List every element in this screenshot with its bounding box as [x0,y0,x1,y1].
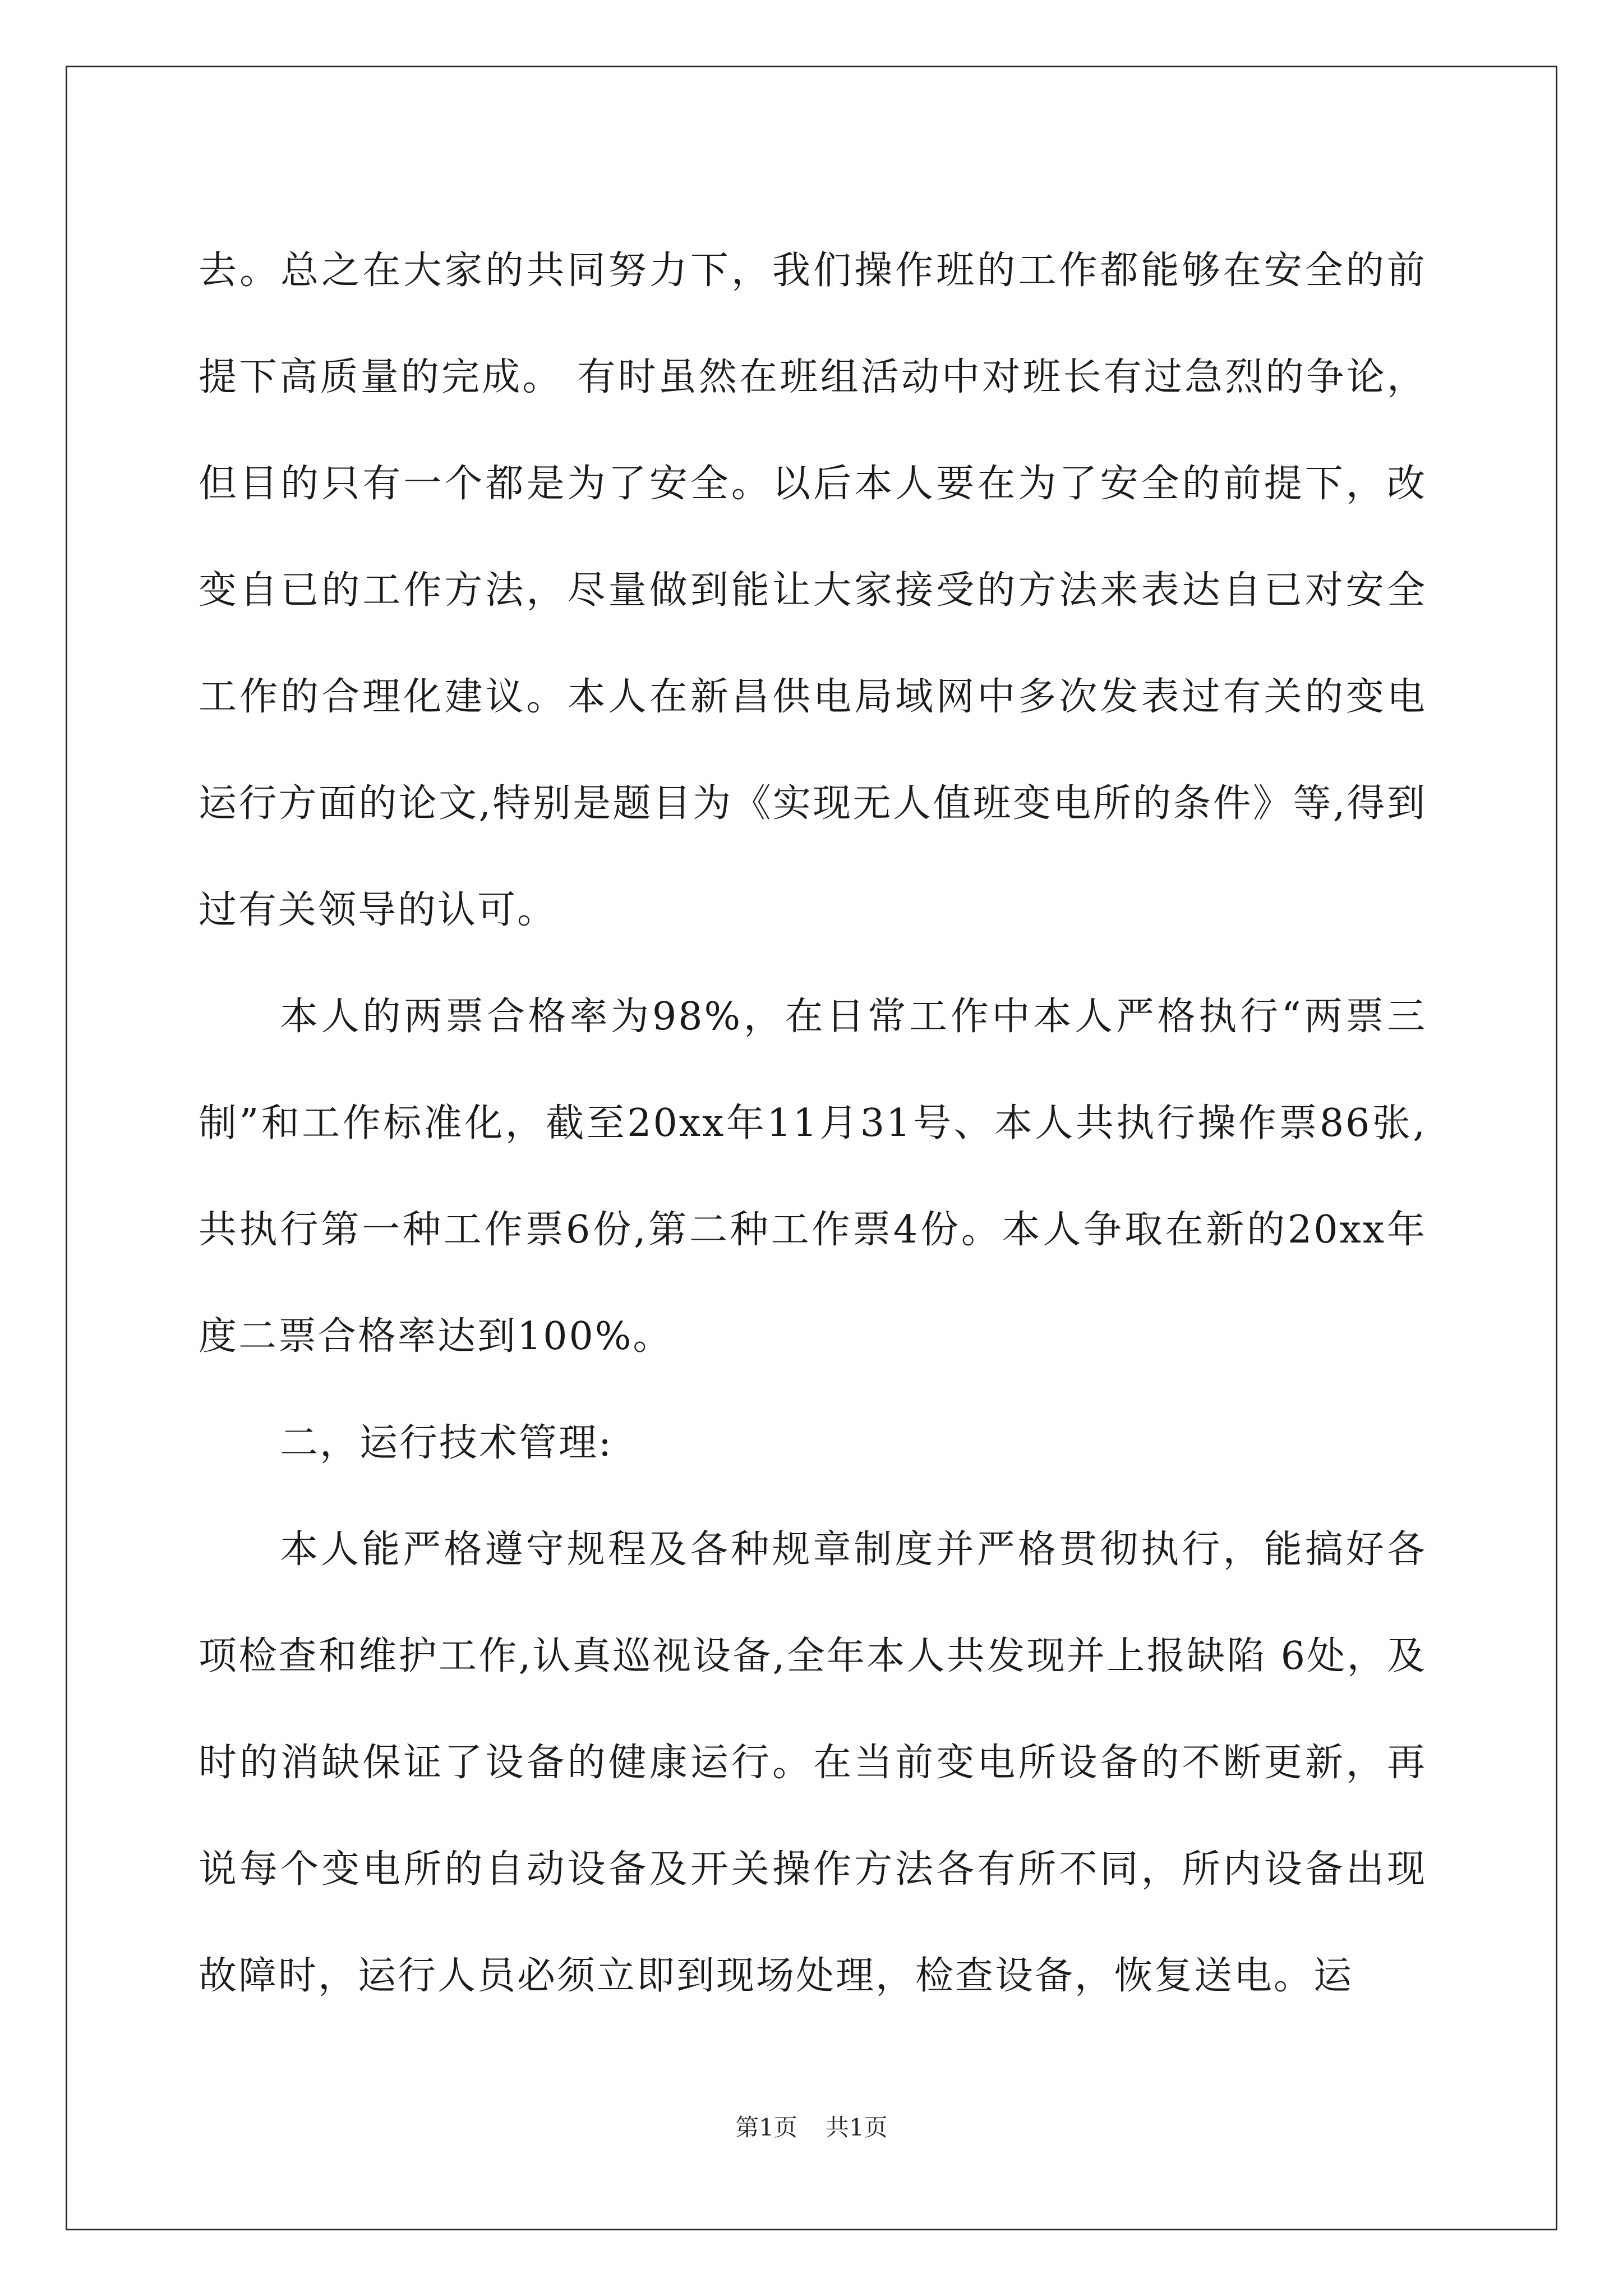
page-number-current: 第1页 [735,2114,797,2141]
paragraph-continuation: 去。总之在大家的共同努力下，我们操作班的工作都能够在安全的前提下高质量的完成。 有时虽然在班组活动中对班长有过急烈的争论，但目的只有一个都是为了安全。以后本人要在为了安全的前提下，改变自已的工作方法，尽量做到能让大家接受的方法来表达自已对安全工作的合理化建议。本人在新昌供电局域网中多次发表过有关的变电运行方面的论文,特别是题目为《实现无人值班变电所的条件》等,得到过有关领导的认可。 [199,249,1427,932]
paragraph-ticket-rate: 本人的两票合格率为98%，在日常工作中本人严格执行“两票三制”和工作标准化，截至20xx年11月31号、本人共执行操作票86张,共执行第一种工作票6份,第二种工作票4份。本人争取在新的20xx年度二票合格率达到100%。 [199,995,1427,1359]
page-footer [0,2114,1623,2142]
paragraph-tech-management: 本人能严格遵守规程及各种规章制度并严格贯彻执行，能搞好各项检查和维护工作,认真巡视设备,全年本人共发现并上报缺陷 6处，及时的消缺保证了设备的健康运行。在当前变电所设备的不断更新，再说每个变电所的自动设备及开关操作方法各有所不同，所内设备出现故障时，运行人员必须立即到现场处理，检查设备，恢复送电。运 [199,1527,1427,1998]
section-heading-tech-management: 二，运行技术管理: [280,1421,613,1465]
document-body [199,218,1427,2030]
page-number-total: 共1页 [826,2114,888,2141]
